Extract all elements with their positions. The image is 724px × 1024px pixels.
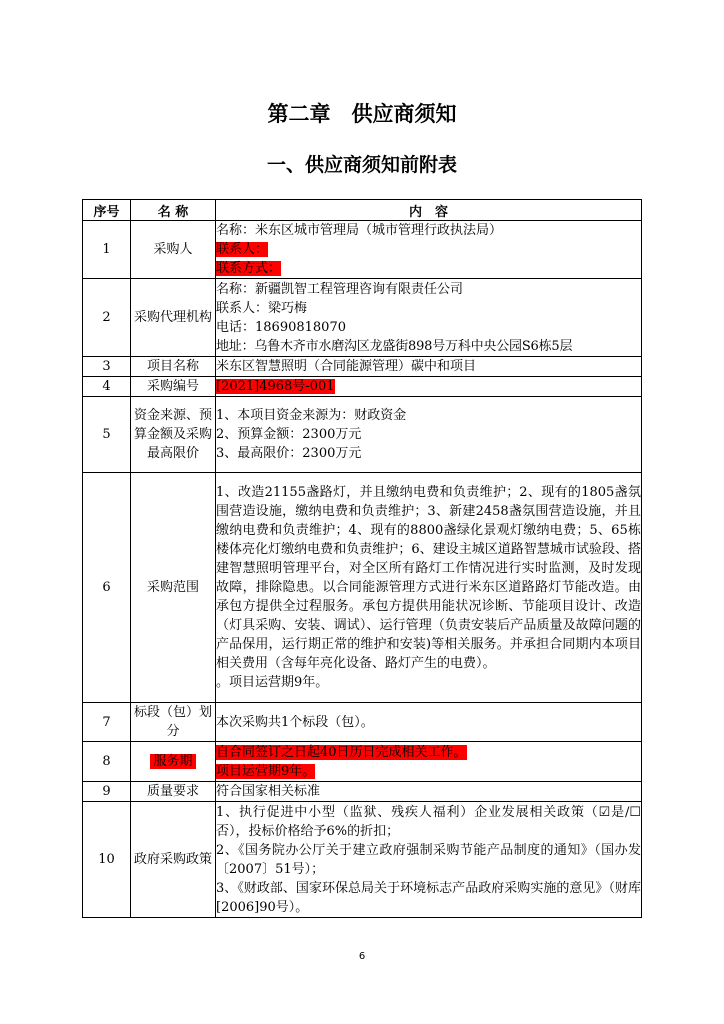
scope-paragraph: 1、改造21155盏路灯，并且缴纳电费和负责维护；2、现有的1805盏氛围营造设施，缴纳电费和负责维护；3、新建2458盏氛围营造设施，并且缴纳电费和负责维护；4、现有的8800盏绿化景观灯缴纳电费；5、65栋楼体亮化灯缴纳电费和负责维护；6、建设主城区道路智慧城市试验段、搭建智慧照明管理平台，对全区所有路灯工作情况进行实时监测，及时发现故障，排除隐患。以合同能源管理方式进行米东区道路路灯节能改造。由承包方提供全过程服务。承包方提供用能状况诊断、节能项目设计、改造（灯具采购、安装、调试）、运行管理（负责安装后产品质量及故障问题的产品保用，运行期正常的维护和安装)等相关服务。并承担合同期内本项目相关费用（含每年亮化设备、路灯产生的电费）。 [216,485,641,671]
content-line: 1、本项目资金来源为：财政资金 [216,408,407,423]
row-content [216,742,642,782]
row-no: 2 [83,279,131,357]
row-name: 政府采购政策 [131,802,216,918]
table-header-row [83,200,642,221]
row-content [216,279,642,357]
row-content [216,357,642,377]
content-line: 3、最高限价：2300万元 [216,446,362,461]
content-line: 本次采购共1个标段（包）。 [216,714,374,730]
row-no: 3 [83,357,131,377]
row-name: 采购范围 [131,473,216,703]
row-name: 项目名称 [131,357,216,377]
policy-paragraph: 2、《国务院办公厅关于建立政府强制采购节能产品制度的通知》（国办发〔2007〕51号）； [216,842,641,877]
row-content [216,782,642,802]
row-content [216,221,642,279]
row-no: 9 [83,782,131,802]
row-no: 7 [83,703,131,742]
row-no: 1 [83,221,131,279]
header-name: 名 称 [131,200,216,221]
row-no: 6 [83,473,131,703]
table-row [83,397,642,473]
content-line: 2、预算金额：2300万元 [216,427,362,442]
row-name: 标段（包）划分 [131,703,216,742]
supplier-notice-table [82,199,642,918]
row-content [216,377,642,397]
policy-paragraph: 1、执行促进中小型（监狱、残疾人福利）企业发展相关政策（☑是/☐否），投标价格给予6%的折扣； [216,804,641,839]
page-number: 6 [358,951,366,962]
content-line: 名称：新疆凯智工程管理咨询有限责任公司 [216,281,464,297]
content-line: 名称：米东区城市管理局（城市管理行政执法局） [216,223,503,238]
row-name [131,742,216,782]
row-content [216,703,642,742]
table-row [83,703,642,742]
header-content: 内 容 [216,200,642,221]
table-row [83,802,642,918]
table-row [83,473,642,703]
content-line: 地址：乌鲁木齐市水磨沟区龙盛街898号万科中央公园S6栋5层 [216,338,573,354]
redacted-service-period-label: 服务期 [150,754,195,769]
row-content [216,802,642,918]
row-name: 采购人 [131,221,216,279]
row-content [216,473,642,703]
row-no: 5 [83,397,131,473]
section-title: 一、供应商须知前附表 [266,154,457,176]
row-name: 资金来源、预算金额及采购最高限价 [131,397,216,473]
row-no: 4 [83,377,131,397]
table-row [83,279,642,357]
header-no: 序号 [83,200,131,221]
row-name: 采购编号 [131,377,216,397]
row-no: 10 [83,802,131,918]
chapter-title: 第二章 供应商须知 [267,102,457,126]
redacted-operation-period: 项目运营期9年。 [216,763,316,779]
redacted-contact: 联系人： [216,242,269,257]
table-row [83,782,642,802]
table-row [83,221,642,279]
content-line: 联系人：梁巧梅 [216,300,308,316]
scope-tail: 。项目运营期9年。 [216,675,329,690]
redacted-service-period: 自合同签订之日起40日历日完成相关工作。 [216,744,467,760]
row-name: 采购代理机构 [131,279,216,357]
row-no: 8 [83,742,131,782]
table-row [83,357,642,377]
table-row [83,377,642,397]
policy-paragraph: 3、《财政部、国家环保总局关于环境标志产品政府采购实施的意见》（财库[2006]90号）。 [216,880,641,915]
content-line: 米东区智慧照明（合同能源管理）碳中和项目 [216,359,477,374]
content-line: 符合国家相关标准 [216,784,321,799]
row-content [216,397,642,473]
table-row [83,742,642,782]
redacted-phone: 联系方式： [216,261,282,276]
redacted-procurement-number: [2021]4968号-001 [216,379,335,394]
row-name: 质量要求 [131,782,216,802]
content-line: 电话：18690818070 [216,319,346,335]
